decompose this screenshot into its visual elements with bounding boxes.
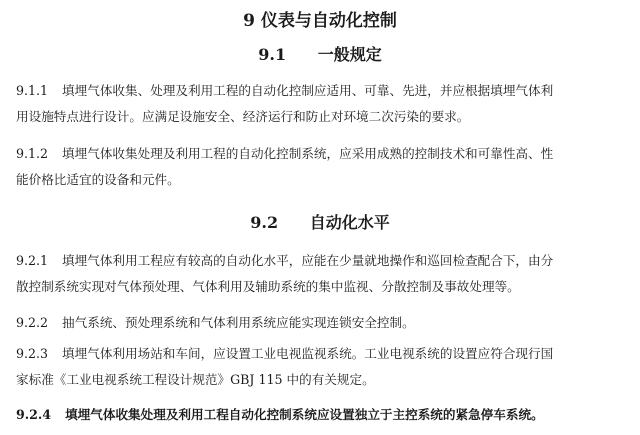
- clause-number: 9.1.1: [16, 83, 49, 98]
- clause-text-line: 填埋气体收集处理及利用工程自动化控制系统应设置独立于主控系统的紧急停车系统。: [65, 407, 544, 422]
- section-title: 一般规定: [317, 45, 382, 64]
- clause-9-1-1: [16, 78, 616, 130]
- chapter-heading: [0, 6, 640, 31]
- clause-text-line: 能价格比适宜的设备和元件。: [16, 172, 180, 187]
- clause-9-2-3: [16, 341, 616, 393]
- clause-number: 9.2.2: [16, 315, 49, 330]
- section-heading-9-1: [0, 42, 640, 65]
- clause-text-line: 填埋气体收集、处理及利用工程的自动化控制应适用、可靠、先进，并应根据填埋气体利: [62, 83, 554, 98]
- section-number: 9.2: [250, 213, 279, 232]
- clause-number: 9.2.3: [16, 346, 49, 361]
- clause-text-line: 填埋气体利用场站和车间，应设置工业电视监视系统。工业电视系统的设置应符合现行国: [62, 346, 554, 361]
- section-heading-9-2: [0, 210, 640, 233]
- clause-number: 9.2.4: [16, 407, 52, 422]
- clause-number: 9.1.2: [16, 146, 49, 161]
- chapter-title: 仪表与自动化控制: [260, 11, 397, 31]
- clause-9-2-4: [16, 402, 616, 428]
- clause-9-1-2: [16, 141, 616, 193]
- clause-text-line: 抽气系统、预处理系统和气体利用系统应能实现连锁安全控制。: [62, 315, 415, 330]
- clause-text-line: 散控制系统实现对气体预处理、气体利用及辅助系统的集中监视、分散控制及事故处理等。: [16, 279, 520, 294]
- clause-9-2-1: [16, 248, 616, 300]
- section-number: 9.1: [258, 45, 287, 64]
- clause-9-2-2: [16, 310, 616, 336]
- clause-number: 9.2.1: [16, 253, 49, 268]
- section-title: 自动化水平: [309, 213, 390, 232]
- clause-text-line: 填埋气体收集处理及利用工程的自动化控制系统，应采用成熟的控制技术和可靠性高、性: [62, 146, 554, 161]
- clause-text-line: 家标准《工业电视系统工程设计规范》GBJ 115 中的有关规定。: [16, 372, 375, 387]
- clause-text-line: 填埋气体利用工程应有较高的自动化水平，应能在少量就地操作和巡回检查配合下，由分: [62, 253, 554, 268]
- clause-text-line: 用设施特点进行设计。应满足设施安全、经济运行和防止对环境二次污染的要求。: [16, 109, 470, 124]
- chapter-number: 9: [243, 11, 255, 31]
